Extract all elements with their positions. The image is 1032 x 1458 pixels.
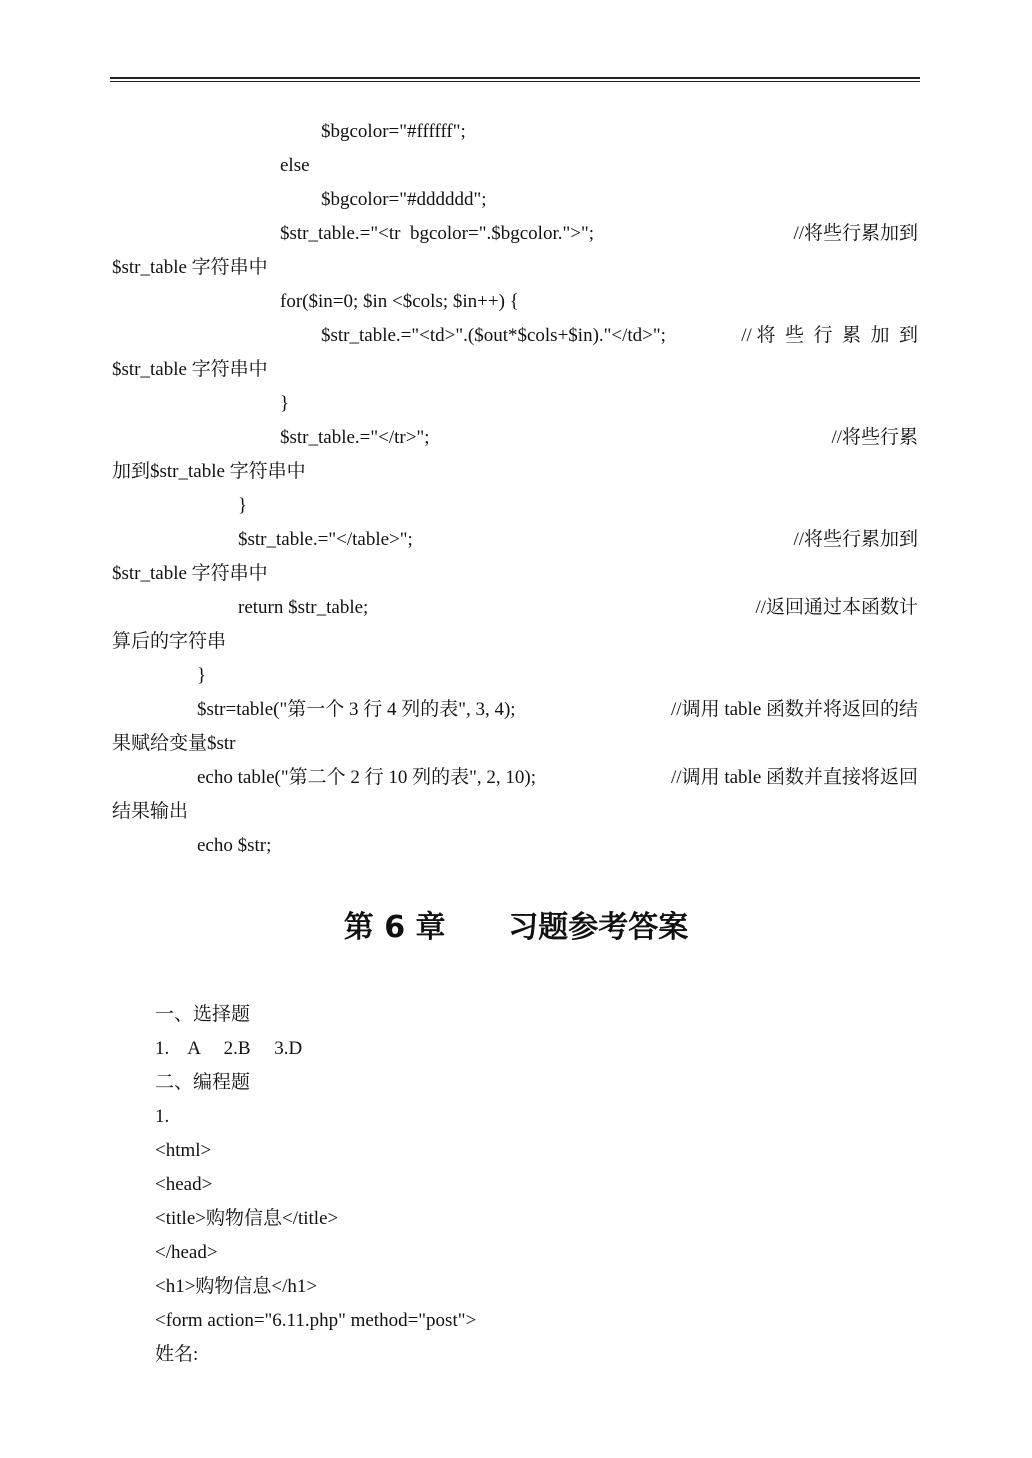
choice-answers: 1. A 2.B 3.D: [155, 1038, 303, 1059]
code-line: $bgcolor="#dddddd";: [321, 189, 487, 210]
code-line: <html>: [155, 1140, 212, 1161]
code-line: $str_table.="<td>".($out*$cols+$in)."</td>";: [321, 325, 666, 346]
item-number: 1.: [155, 1106, 170, 1127]
code-line: }: [238, 495, 248, 516]
comment-continuation: 果赋给变量$str: [112, 733, 236, 754]
code-line: <title>购物信息</title>: [155, 1208, 339, 1229]
code-line: return $str_table;: [238, 597, 369, 618]
comment-continuation: $str_table 字符串中: [112, 257, 268, 278]
chapter-title: 第 6 章 习题参考答案: [343, 910, 689, 945]
code-line: </head>: [155, 1242, 218, 1263]
section-heading: 二、编程题: [155, 1072, 251, 1093]
code-comment: //调用 table 函数并直接将返回: [671, 767, 918, 788]
section-heading: 一、选择题: [155, 1004, 251, 1025]
code-comment: //将些行累加到: [793, 223, 918, 244]
header-rule-thin: [110, 81, 920, 82]
comment-continuation: 加到$str_table 字符串中: [112, 461, 306, 482]
code-comment: // 将 些 行 累 加 到: [741, 325, 918, 346]
code-comment: //将些行累: [831, 427, 918, 448]
code-line: <form action="6.11.php" method="post">: [155, 1310, 477, 1331]
code-line: echo table("第二个 2 行 10 列的表", 2, 10);: [197, 767, 536, 788]
code-line: $bgcolor="#ffffff";: [321, 121, 466, 142]
code-line: <h1>购物信息</h1>: [155, 1276, 318, 1297]
code-line: <head>: [155, 1174, 213, 1195]
code-line: $str=table("第一个 3 行 4 列的表", 3, 4);: [197, 699, 516, 720]
code-comment: //调用 table 函数并将返回的结: [671, 699, 918, 720]
code-line: }: [280, 393, 290, 414]
code-line: echo $str;: [197, 835, 272, 856]
code-line: $str_table.="</table>";: [238, 529, 413, 550]
comment-continuation: 算后的字符串: [112, 631, 227, 652]
code-line: $str_table.="<tr bgcolor=".$bgcolor.">";: [280, 223, 594, 244]
header-rule: [110, 77, 920, 79]
comment-continuation: $str_table 字符串中: [112, 563, 268, 584]
comment-continuation: $str_table 字符串中: [112, 359, 268, 380]
code-comment: //返回通过本函数计: [755, 597, 918, 618]
code-comment: //将些行累加到: [793, 529, 918, 550]
code-line: }: [197, 665, 207, 686]
code-line: else: [280, 155, 310, 176]
comment-continuation: 结果输出: [112, 801, 189, 822]
code-line: 姓名:: [155, 1344, 199, 1365]
code-line: for($in=0; $in <$cols; $in++) {: [280, 291, 519, 312]
code-line: $str_table.="</tr>";: [280, 427, 430, 448]
